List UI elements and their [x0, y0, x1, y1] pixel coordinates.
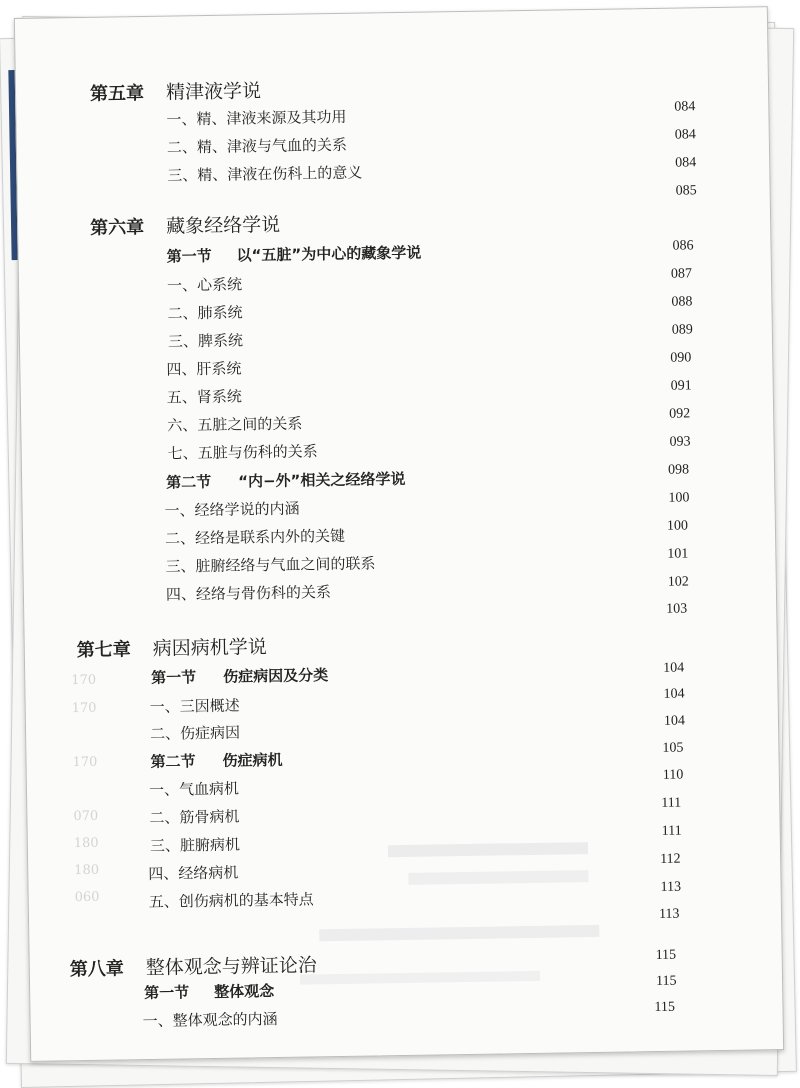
- toc-page: [14, 6, 784, 1062]
- page-number: 089: [671, 322, 693, 338]
- toc-entry: 二、伤症病因: [149, 723, 241, 743]
- page-number: 112: [660, 851, 681, 867]
- show-through-mark: [408, 870, 588, 885]
- page-number: 092: [669, 406, 691, 422]
- page-number: 104: [663, 660, 685, 676]
- page-number: 113: [660, 879, 682, 895]
- toc-entry: 二、精、津液与气血的关系: [166, 135, 348, 157]
- toc-entry: 二、经络是联系内外的关键: [164, 526, 346, 548]
- page-number: 110: [662, 767, 684, 783]
- page-number: 093: [669, 434, 691, 450]
- show-through-mark: 180: [74, 862, 100, 879]
- page-number: 084: [675, 155, 697, 171]
- toc-entry: 一、精、津液来源及其功用: [166, 107, 347, 129]
- chapter-5-title: 精津液学说: [165, 80, 262, 104]
- show-through-mark: 060: [74, 889, 100, 906]
- page-number: 105: [662, 740, 684, 756]
- page-number: 111: [661, 823, 682, 839]
- section-title: 伤症病因及分类: [223, 666, 329, 686]
- toc-entry: 二、肺系统: [167, 303, 243, 323]
- chapter-8-title: 整体观念与辨证论治: [145, 954, 317, 980]
- page-number: 111: [661, 795, 682, 811]
- chapter-6-title: 藏象经络学说: [165, 213, 281, 238]
- show-through-mark: 170: [71, 700, 97, 717]
- section-label: 第一节: [151, 668, 197, 687]
- page-number: 104: [663, 686, 685, 702]
- chapter-5-label: 第五章: [89, 82, 145, 105]
- section-label: 第一节: [166, 246, 212, 266]
- toc-entry: 四、肝系统: [166, 359, 242, 379]
- page-number: 087: [670, 266, 693, 282]
- page-number: 115: [655, 947, 677, 964]
- page-number: 103: [666, 601, 688, 617]
- toc-entry: 一、气血病机: [148, 779, 240, 799]
- toc-entry: 五、肾系统: [166, 387, 242, 407]
- page-number: 115: [655, 973, 677, 990]
- toc-entry: 一、心系统: [166, 275, 243, 295]
- chapter-7-label: 第七章: [76, 639, 131, 662]
- toc-entry: 五、创伤病机的基本特点: [148, 890, 314, 911]
- toc-entry: 三、脾系统: [167, 331, 244, 351]
- toc-entry: 一、整体观念的内涵: [142, 1009, 278, 1031]
- toc-entry: 四、经络病机: [148, 863, 239, 883]
- toc-entry: 三、脏腑病机: [149, 835, 241, 855]
- page-number: 086: [672, 238, 694, 254]
- show-through-mark: [388, 842, 588, 857]
- section-title: 以“五脏”为中心的藏象学说: [236, 243, 422, 265]
- section-label: 第二节: [166, 472, 212, 492]
- toc-entry: 四、经络与骨伤科的关系: [165, 583, 332, 604]
- page-number: 115: [654, 999, 676, 1016]
- page-number: 098: [667, 462, 690, 478]
- toc-entry: 三、脏腑经络与气血之间的联系: [165, 554, 376, 576]
- show-through-mark: 070: [73, 808, 99, 825]
- page-number: 084: [674, 99, 696, 115]
- section-label: 第二节: [150, 752, 196, 771]
- page-number: 088: [671, 294, 693, 310]
- toc-entry: 一、三因概述: [149, 696, 240, 716]
- page-number: 100: [668, 490, 690, 506]
- page-number: 090: [670, 350, 692, 366]
- chapter-8-label: 第八章: [69, 958, 124, 981]
- show-through-mark: [319, 925, 599, 941]
- toc-entry: 三、精、津液在伤科上的意义: [167, 163, 363, 185]
- section-title: “内−外”相关之经络学说: [238, 469, 406, 491]
- chapter-6-label: 第六章: [89, 216, 145, 239]
- show-through-mark: 170: [72, 754, 98, 771]
- page-number: 101: [667, 546, 689, 562]
- page-number: 100: [666, 518, 689, 534]
- page-number: 113: [658, 906, 680, 922]
- page-number: 104: [663, 713, 686, 729]
- toc-entry: 七、五脏与伤科的关系: [167, 442, 318, 463]
- page-number: 085: [675, 183, 697, 199]
- page-number: 102: [667, 574, 689, 590]
- show-through-mark: 180: [73, 835, 99, 852]
- section-title: 伤症病机: [222, 750, 283, 770]
- page-number: 084: [674, 127, 696, 143]
- toc-entry: 一、经络学说的内涵: [164, 499, 300, 520]
- section-label: 第一节: [144, 983, 190, 1003]
- section-title: 整体观念: [214, 982, 275, 1001]
- toc-entry: 二、筋骨病机: [149, 807, 240, 827]
- page-number: 091: [670, 378, 692, 394]
- show-through-mark: [300, 971, 540, 985]
- toc-entry: 六、五脏之间的关系: [167, 414, 303, 435]
- show-through-mark: 170: [71, 672, 97, 689]
- chapter-7-title: 病因病机学说: [152, 636, 267, 660]
